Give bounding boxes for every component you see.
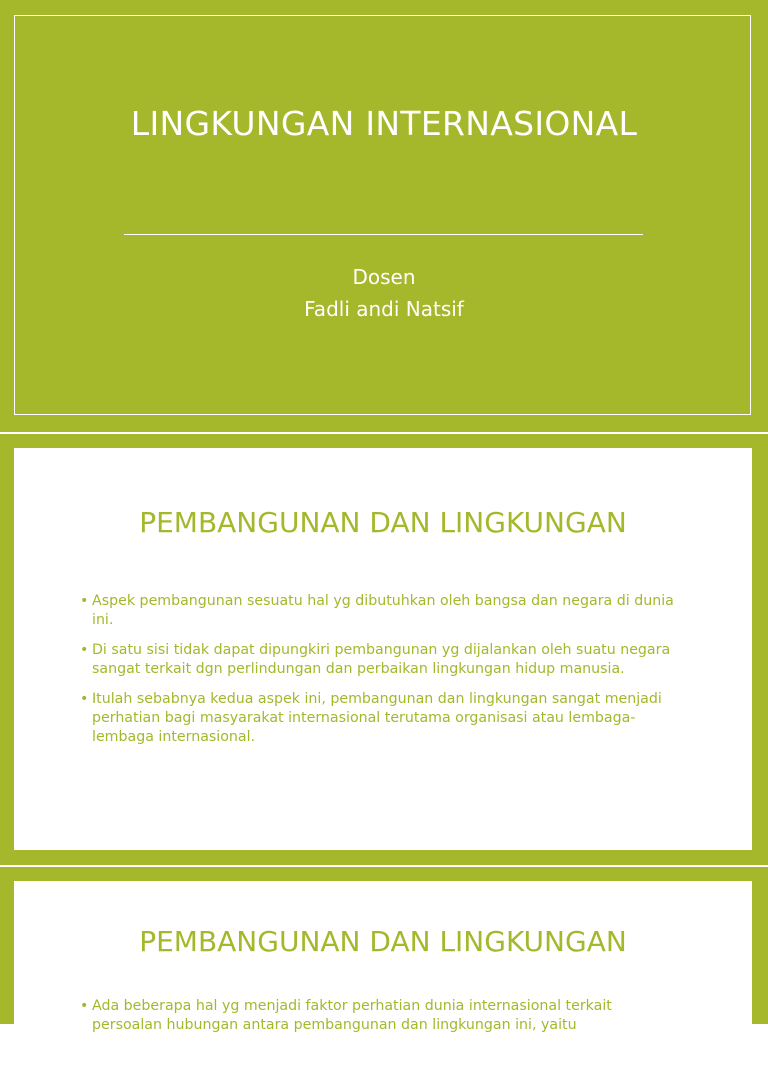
bullet-item [80,592,680,630]
title-divider [124,234,643,235]
content-slide-2-panel [14,881,752,1081]
bullet-icon: • [80,642,89,658]
bullet-list [80,592,680,758]
bullet-item [80,997,680,1035]
title-slide-frame [14,15,751,415]
bullet-item [80,690,680,747]
bullet-item [80,641,680,679]
bullet-text: Itulah sebabnya kedua aspek ini, pembangunan dan lingkungan sangat menjadi perhatian bagi masyarakat internasional terutama organisasi atau lembaga-lembaga internasional. [92,691,662,745]
slide-title: LINGKUNGAN INTERNASIONAL [130,104,638,143]
subtitle-name: Fadli andi Natsif [304,297,464,321]
content-slide-1-panel [14,448,752,850]
bullet-text: Ada beberapa hal yg menjadi faktor perhatian dunia internasional terkait persoalan hubungan antara pembangunan dan lingkungan ini, yaitu [92,998,612,1033]
subtitle-role: Dosen [352,265,416,289]
slide-heading: PEMBANGUNAN DAN LINGKUNGAN [139,925,627,958]
slide-heading: PEMBANGUNAN DAN LINGKUNGAN [139,506,627,539]
bullet-text: Aspek pembangunan sesuatu hal yg dibutuhkan oleh bangsa dan negara di dunia ini. [92,593,674,628]
bullet-text: Di satu sisi tidak dapat dipungkiri pembangunan yg dijalankan oleh suatu negara sangat terkait dgn perlindungan dan perbaikan lingkungan hidup manusia. [92,642,671,677]
bullet-icon: • [80,998,89,1014]
bullet-icon: • [80,691,89,707]
title-slide [0,0,768,432]
content-slide-1 [0,434,768,865]
bullet-icon: • [80,593,89,609]
bullet-list [80,997,680,1046]
content-slide-2 [0,867,768,1033]
